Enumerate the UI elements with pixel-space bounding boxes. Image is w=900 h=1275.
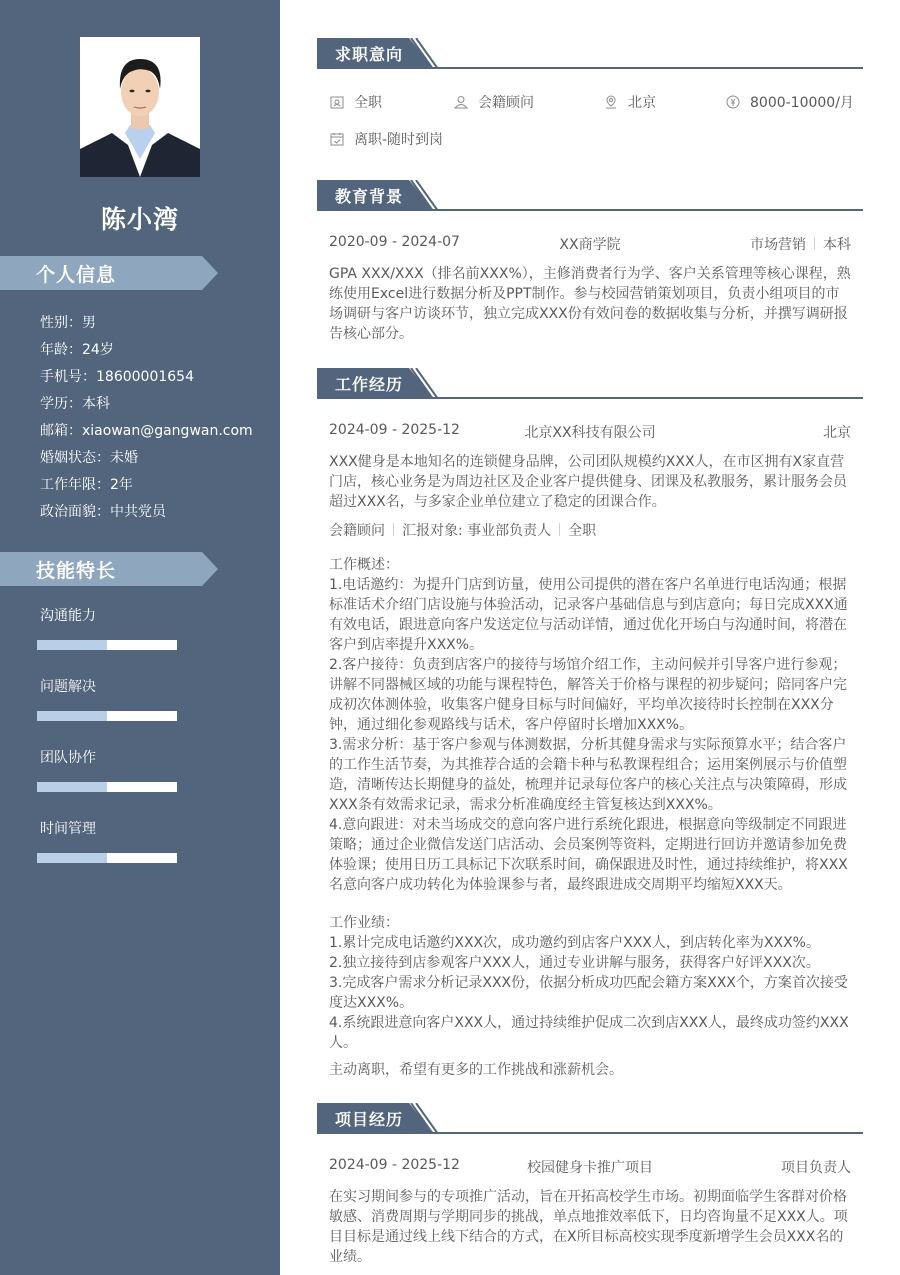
intent-city-text: 北京 xyxy=(628,95,656,111)
work-company: 北京XX科技有限公司 xyxy=(524,425,656,441)
project-description-text: 在实习期间参与的专项推广活动，旨在开拓高校学生市场。初期面临学生客群对价格敏感、消费周期与学期同步的挑战，单点地推效率低下，日均咨询量不足XXX人。项目目标是通过线上线下结合的方式，在X所目标高校实现季度新增学生会员XXX名的业绩。 xyxy=(329,1189,848,1265)
skill-label: 沟通能力 xyxy=(40,608,96,624)
intent-status xyxy=(330,129,443,149)
skill-bar-fill xyxy=(37,853,107,863)
info-education: 学历：本科 xyxy=(40,396,110,412)
info-age: 年龄：24岁 xyxy=(40,342,114,358)
intent-salary xyxy=(726,92,854,112)
section-header-work xyxy=(317,368,863,400)
skill-item xyxy=(37,606,177,677)
sidebar xyxy=(0,0,280,1275)
work-duties xyxy=(329,555,853,895)
profile-photo xyxy=(80,37,200,177)
skill-item xyxy=(37,748,177,819)
section-header-intent xyxy=(317,38,863,70)
section-divider xyxy=(317,209,863,211)
education-period: 2020-09 - 2024-07 xyxy=(329,234,460,250)
badge-icon xyxy=(330,95,344,109)
education-major-degree xyxy=(750,234,851,254)
person-photo-icon xyxy=(80,37,200,177)
work-achievements xyxy=(329,913,853,1053)
section-title: 项目经历 xyxy=(335,1110,404,1129)
intent-job-type-text: 全职 xyxy=(354,95,382,111)
duty-item: 2.客户接待：负责到店客户的接待与场馆介绍工作，主动问候并引导客户进行参观；讲解不同器械区域的功能与课程特色，解答关于价格与课程的初步疑问；陪同客户完成初次体测体验，收集客户健身目标与时间偏好，平均单次接待时长控制在XXX分钟，通过细化参观路线与话术，客户停留时长增加XXX%。 xyxy=(329,657,847,733)
skill-bar xyxy=(37,640,177,650)
section-title: 工作经历 xyxy=(335,375,404,394)
diagonal-stripes-icon xyxy=(409,368,441,399)
education-school: XX商学院 xyxy=(559,237,621,253)
section-header-project xyxy=(317,1103,863,1135)
education-major: 市场营销 xyxy=(750,237,806,253)
personal-info-title: 个人信息 xyxy=(36,264,117,286)
skill-bar-fill xyxy=(37,640,107,650)
work-report-to: 汇报对象: 事业部负责人 xyxy=(402,523,552,539)
section-divider xyxy=(317,67,863,69)
calendar-check-icon xyxy=(330,132,344,146)
work-role: 会籍顾问 xyxy=(329,523,385,539)
skill-bar xyxy=(37,853,177,863)
skill-bar-fill xyxy=(37,711,107,721)
skill-label: 问题解决 xyxy=(40,679,96,695)
company-intro xyxy=(329,452,853,512)
achievement-item: 3.完成客户需求分析记录XXX份，依据分析成功匹配会籍方案XXX个，方案首次接受度达XXX%。 xyxy=(329,975,848,1011)
work-row xyxy=(329,422,851,442)
skill-label: 团队协作 xyxy=(40,750,96,766)
achievement-item: 1.累计完成电话邀约XXX次，成功邀约到店客户XXX人，到店转化率为XXX%。 xyxy=(329,935,820,951)
project-role: 项目负责人 xyxy=(781,1160,851,1176)
info-phone: 手机号：18600001654 xyxy=(40,369,194,385)
skill-bar xyxy=(37,711,177,721)
info-email: 邮箱：xiaowan@gangwan.com xyxy=(40,423,253,439)
user-icon xyxy=(454,95,468,109)
project-period: 2024-09 - 2025-12 xyxy=(329,1157,460,1173)
separator xyxy=(814,237,815,250)
intent-position-text: 会籍顾问 xyxy=(478,95,534,111)
candidate-name: 陈小湾 xyxy=(100,205,179,234)
intent-salary-text: 8000-10000/月 xyxy=(750,95,854,111)
education-description xyxy=(329,264,853,344)
personal-info-heading xyxy=(0,256,218,290)
location-pin-icon xyxy=(604,95,618,109)
info-gender: 性别：男 xyxy=(40,315,96,331)
intent-position xyxy=(454,92,534,112)
skill-bar xyxy=(37,782,177,792)
leave-reason-text: 主动离职，希望有更多的工作挑战和涨薪机会。 xyxy=(329,1062,623,1078)
yuan-currency-icon xyxy=(726,95,740,109)
achievement-item: 2.独立接待到店参观客户XXX人，通过专业讲解与服务，获得客户好评XXX次。 xyxy=(329,955,820,971)
achievements-title: 工作业绩： xyxy=(329,915,399,931)
section-title: 教育背景 xyxy=(335,187,404,206)
work-period: 2024-09 - 2025-12 xyxy=(329,422,460,438)
diagonal-stripes-icon xyxy=(409,38,441,69)
info-marital: 婚姻状态：未婚 xyxy=(40,450,138,466)
separator xyxy=(559,523,560,536)
skills-list xyxy=(37,606,177,890)
duty-item: 4.意向跟进：对未当场成交的意向客户进行系统化跟进，根据意向等级制定不同跟进策略；通过企业微信发送门店活动、会员案例等资料，定期进行回访并邀请参加免费体验课；使用日历工具标记下次联系时间，确保跟进及时性，通过持续维护，将XXX名意向客户成功转化为体验课参与者，最终跟进成交周期平均缩短XXX天。 xyxy=(329,817,848,893)
work-tags xyxy=(329,520,596,540)
skill-item xyxy=(37,677,177,748)
diagonal-stripes-icon xyxy=(409,180,441,211)
duty-item: 1.电话邀约：为提升门店到访量，使用公司提供的潜在客户名单进行电话沟通；根据标准话术介绍门店设施与体验活动，记录客户基础信息与到店意向；每日完成XXX通有效电话，跟进意向客户发送定位与活动详情，通过优化开场白与沟通时间，将潜在客户到店率提升XXX%。 xyxy=(329,577,848,653)
skills-title: 技能特长 xyxy=(36,560,117,582)
info-experience: 工作年限：2年 xyxy=(40,477,133,493)
duties-title: 工作概述： xyxy=(329,557,399,573)
duty-item: 3.需求分析：基于客户参观与体测数据，分析其健身需求与实际预算水平；结合客户的工作生活节奏，为其推荐合适的会籍卡种与私教课程组合；运用案例展示与价值塑造，清晰传达长期健身的益处，梳理并记录每位客户的核心关注点与决策障碍，形成XXX条有效需求记录，需求分析准确度经主管复核达到XXX%。 xyxy=(329,737,847,813)
skills-heading xyxy=(0,552,218,586)
diagonal-stripes-icon xyxy=(409,1103,441,1134)
section-header-education xyxy=(317,180,863,212)
separator xyxy=(393,523,394,536)
education-degree: 本科 xyxy=(823,237,851,253)
work-city: 北京 xyxy=(823,425,851,441)
leave-reason xyxy=(329,1060,853,1080)
section-divider xyxy=(317,397,863,399)
project-name: 校园健身卡推广项目 xyxy=(527,1160,653,1176)
achievement-item: 4.系统跟进意向客户XXX人，通过持续维护促成二次到店XXX人，最终成功签约XXX人。 xyxy=(329,1015,849,1051)
education-description-text: GPA XXX/XXX（排名前XXX%），主修消费者行为学、客户关系管理等核心课程，熟练使用Excel进行数据分析及PPT制作。参与校园营销策划项目，负责小组项目的市场调研与客户访谈环节，独立完成XXX份有效问卷的数据收集与分析，并撰写调研报告核心部分。 xyxy=(329,266,851,342)
intent-city xyxy=(604,92,656,112)
project-row xyxy=(329,1157,851,1177)
company-intro-text: XXX健身是本地知名的连锁健身品牌，公司团队规模约XXX人，在市区拥有X家直营门店，核心业务是为周边社区及企业客户提供健身、团课及私教服务，累计服务会员超过XXX名，与多家企业单位建立了稳定的团课合作。 xyxy=(329,454,847,510)
work-job-type: 全职 xyxy=(568,523,597,539)
skill-item xyxy=(37,819,177,890)
skill-bar-fill xyxy=(37,782,107,792)
intent-job-type xyxy=(330,92,382,112)
section-title: 求职意向 xyxy=(335,45,404,64)
education-row xyxy=(329,234,851,254)
personal-info-list xyxy=(40,310,253,526)
skill-label: 时间管理 xyxy=(40,821,96,837)
section-divider xyxy=(317,1132,863,1134)
info-political: 政治面貌：中共党员 xyxy=(40,504,166,520)
intent-status-text: 离职-随时到岗 xyxy=(354,132,444,148)
project-description xyxy=(329,1187,853,1267)
